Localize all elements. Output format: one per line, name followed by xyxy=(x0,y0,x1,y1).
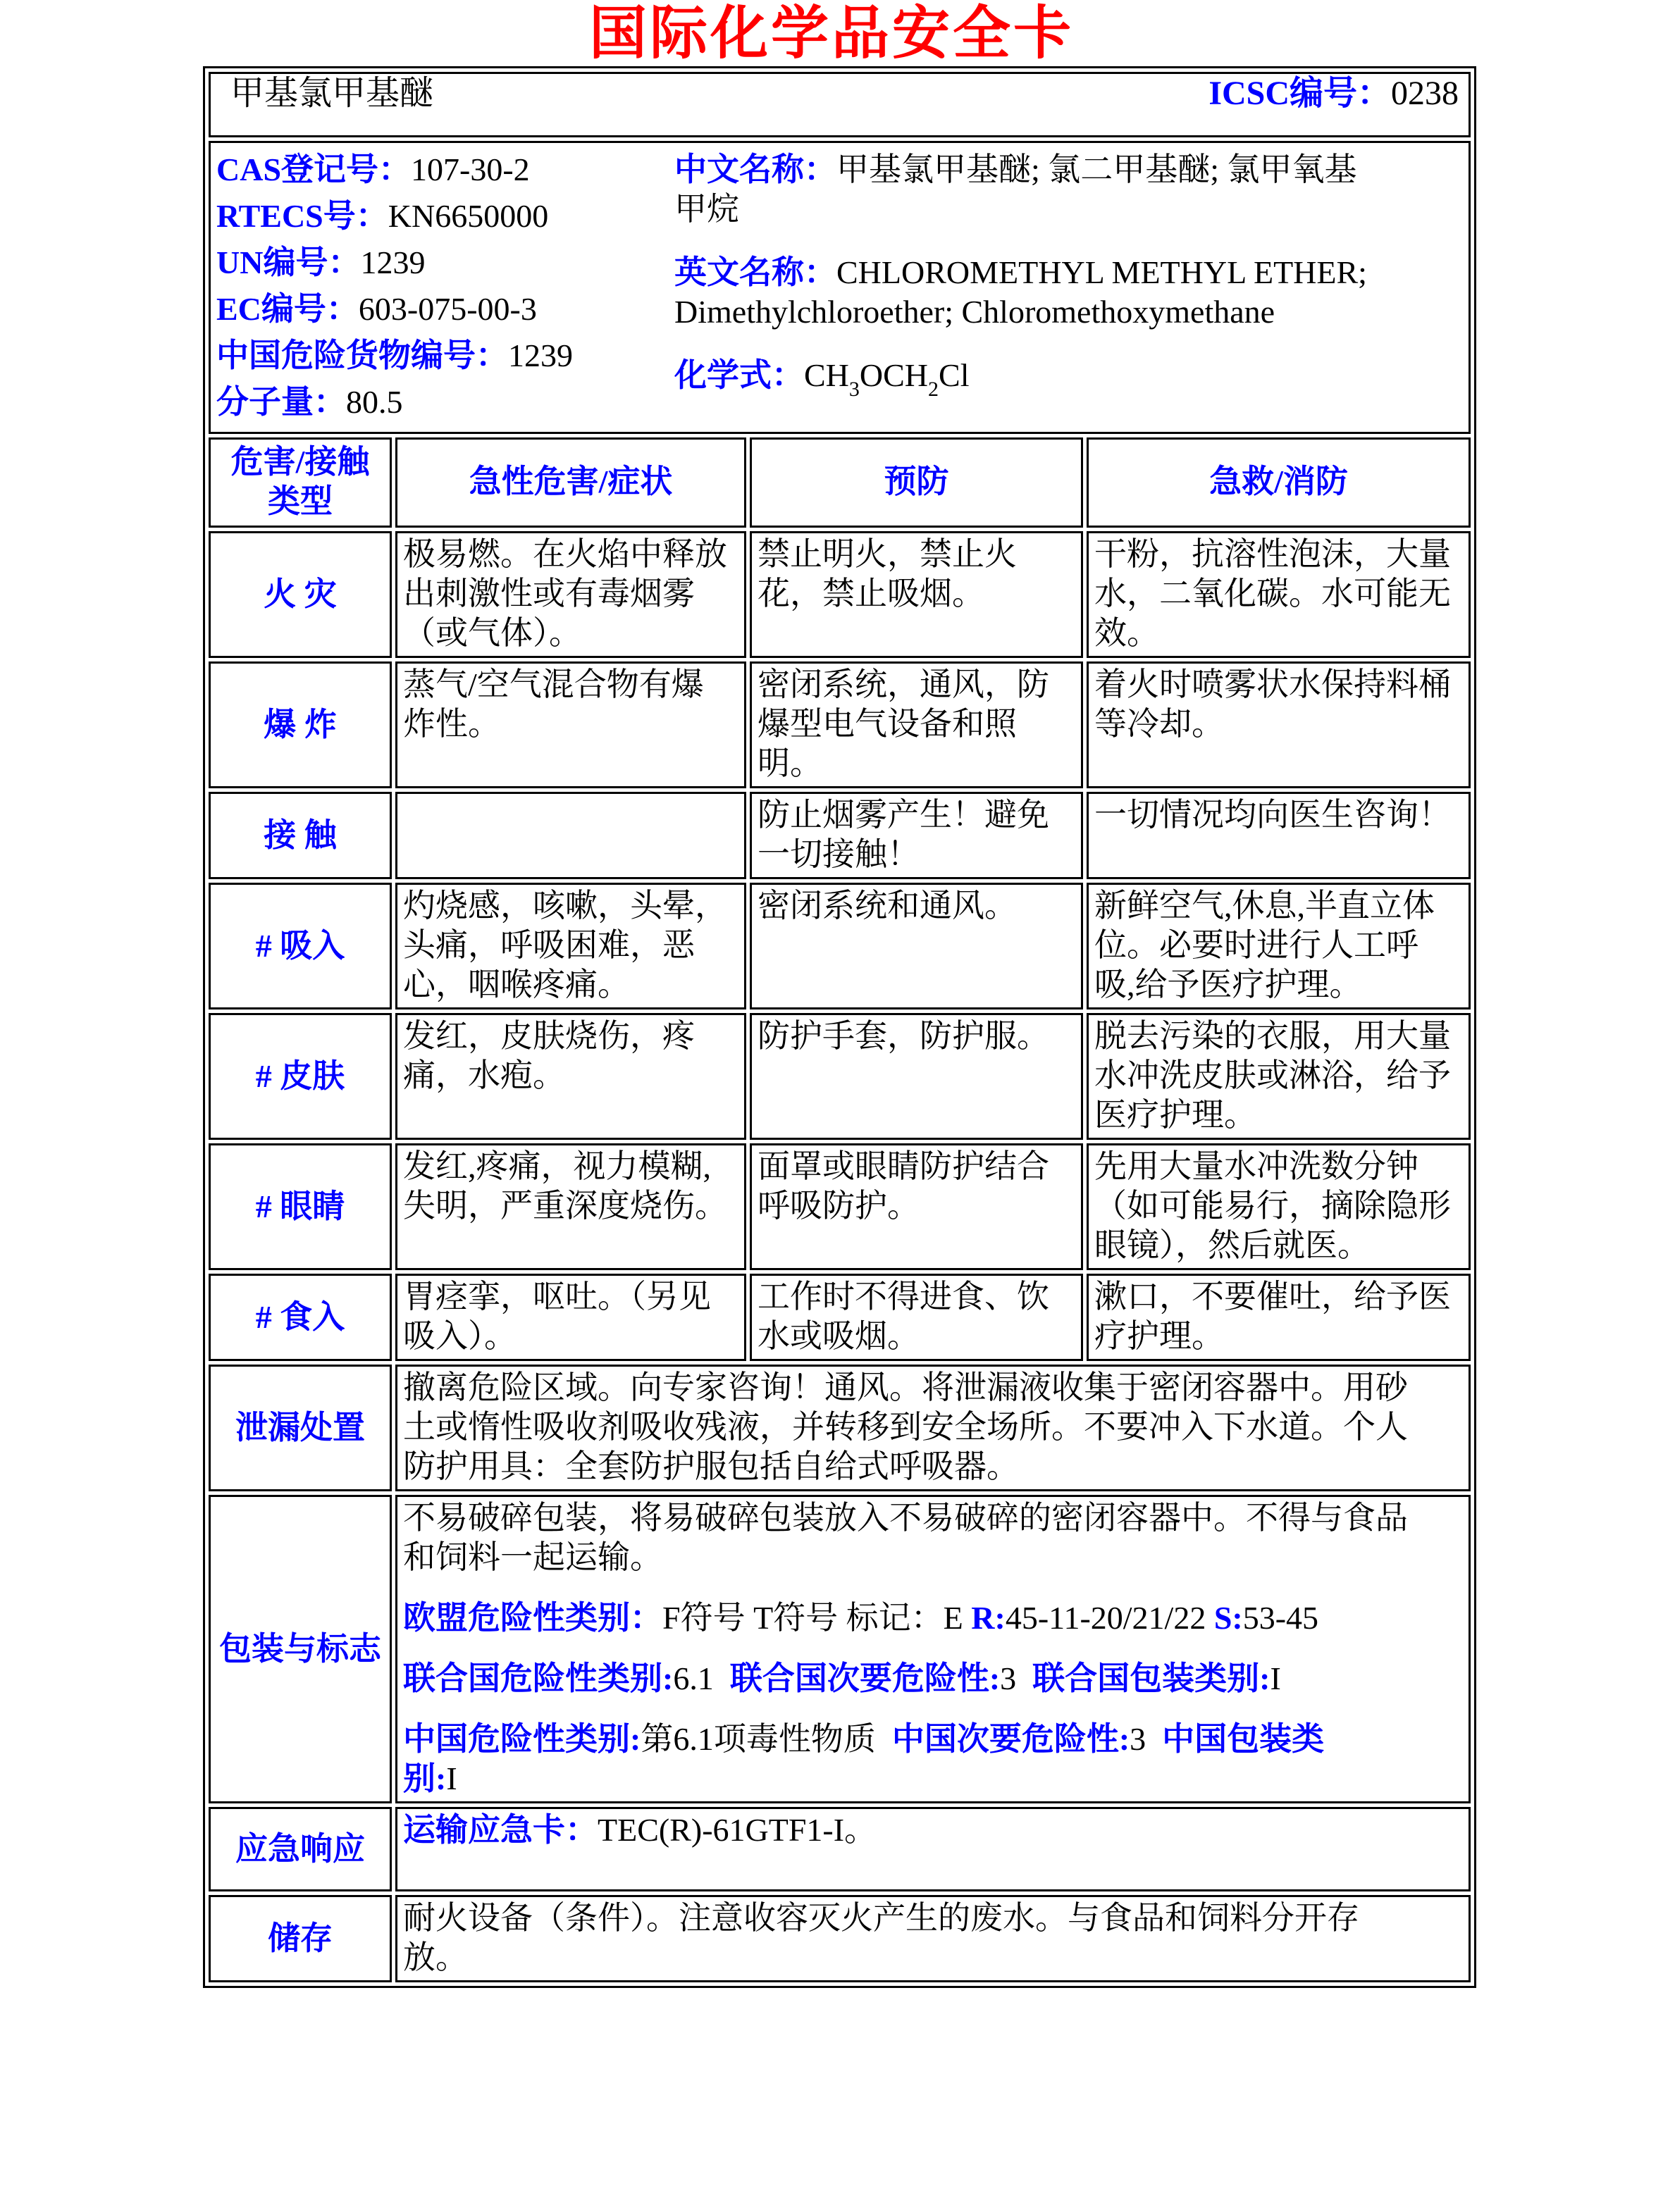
explosion-symptoms-cell xyxy=(395,661,746,788)
cas-number: CAS登记号：107-30-2 xyxy=(216,151,530,187)
text-segment: 3 xyxy=(1000,1660,1033,1696)
text-line: 土或惰性吸收剂吸收残液，并转移到安全场所。不要冲入下水道。个人 xyxy=(403,1409,1408,1445)
text-line: 撤离危险区域。向专家咨询！通风。将泄漏液收集于密闭容器中。用砂 xyxy=(403,1369,1408,1405)
rtecs-number: RTECS号：KN6650000 xyxy=(216,198,549,234)
header-hazard-type xyxy=(209,437,392,528)
fire-firstaid-cell xyxy=(1087,531,1471,658)
text-line: 一切接触！ xyxy=(758,836,920,872)
spill-label: 泄漏处置 xyxy=(209,1365,392,1491)
text-segment: 第6.1项毒性物质 xyxy=(641,1721,892,1757)
text-line: 炸性。 xyxy=(403,706,500,742)
text-segment: F符号 T符号 标记：E xyxy=(662,1600,972,1636)
text-line: 先用大量水冲洗数分钟 xyxy=(1094,1148,1418,1184)
explosion-prevention-cell xyxy=(750,661,1083,788)
packaging-label: 包装与标志 xyxy=(209,1495,392,1803)
text-line xyxy=(403,1720,1463,1759)
emergency-label: 应急响应 xyxy=(209,1807,392,1891)
text-line: 痛，水疱。 xyxy=(403,1057,565,1093)
text-line: 水冲洗皮肤或淋浴，给予 xyxy=(1094,1057,1451,1093)
text-line xyxy=(403,1810,1463,1850)
inhalation-label: # 吸入 xyxy=(209,883,392,1009)
chemical-formula: 化学式：$CH_3OCH_2Cl$ xyxy=(674,357,970,401)
text-segment: 中国包装类 xyxy=(1162,1721,1325,1757)
text-line xyxy=(403,1538,1463,1577)
text-line xyxy=(403,1659,1463,1698)
row-fire xyxy=(209,531,1471,658)
name-list xyxy=(674,150,1463,429)
text-segment: 3 xyxy=(1130,1721,1163,1757)
explosion-firstaid-cell xyxy=(1087,661,1471,788)
eyes-prevention-cell xyxy=(750,1143,1083,1270)
row-emergency xyxy=(209,1807,1471,1891)
text-segment: 中国次要危险性: xyxy=(891,1721,1130,1757)
text-line: 失明，严重深度烧伤。 xyxy=(403,1188,727,1224)
text-line: 防护用具：全套防护服包括自给式呼吸器。 xyxy=(403,1448,1019,1484)
text-line: 一切情况均向医生咨询！ xyxy=(1094,797,1451,833)
text-segment: 不易破碎包装，将易破碎包装放入不易破碎的密闭容器中。不得与食品 xyxy=(403,1500,1408,1536)
text-line: 疗护理。 xyxy=(1094,1318,1224,1354)
ingestion-label: # 食入 xyxy=(209,1274,392,1361)
text-segment: I xyxy=(446,1760,457,1796)
row-skin xyxy=(209,1013,1471,1140)
text-segment: S: xyxy=(1213,1600,1243,1636)
text-segment: 45-11-20/21/22 xyxy=(1005,1600,1214,1636)
text-line: 出刺激性或有毒烟雾 xyxy=(403,576,695,611)
text-segment: 2 xyxy=(928,378,939,401)
text-segment: 运输应急卡： xyxy=(403,1812,598,1848)
text-line: 禁止明火，禁止火 xyxy=(758,536,1017,572)
text-line: 干粉，抗溶性泡沫，大量 xyxy=(1094,536,1451,572)
text-segment: 3 xyxy=(848,378,860,401)
text-line xyxy=(403,1598,1463,1638)
contact-firstaid-cell xyxy=(1087,792,1471,879)
text-line: 呼吸防护。 xyxy=(758,1188,920,1224)
text-segment: 联合国次要危险性: xyxy=(729,1660,1001,1696)
text-segment: 联合国包装类别: xyxy=(1032,1660,1271,1696)
icsc-number-label: ICSC编号： xyxy=(1208,75,1392,112)
text-line: 面罩或眼睛防护结合 xyxy=(758,1148,1049,1184)
inhalation-firstaid-cell xyxy=(1087,883,1471,1009)
text-line: 密闭系统，通风，防 xyxy=(758,666,1049,702)
eyes-firstaid-cell xyxy=(1087,1143,1471,1270)
text-line: 胃痉挛，呕吐。（另见 xyxy=(403,1279,711,1315)
text-segment: 别: xyxy=(403,1760,447,1796)
china-dg-number: 中国危险货物编号：1239 xyxy=(216,337,573,373)
text-line: 爆型电气设备和照 xyxy=(758,706,1017,742)
text-line: 脱去污染的衣服，用大量 xyxy=(1094,1018,1451,1054)
emergency-content-cell xyxy=(395,1807,1471,1891)
substance-header-cell xyxy=(209,72,1471,137)
text-segment: 欧盟危险性类别： xyxy=(403,1600,662,1636)
row-packaging xyxy=(209,1495,1471,1803)
text-segment: 联合国危险性类别: xyxy=(403,1660,674,1696)
text-segment: R: xyxy=(971,1600,1006,1636)
text-line: 新鲜空气,休息,半直立体 xyxy=(1094,888,1435,924)
header-prevention: 预防 xyxy=(750,437,1083,528)
text-line: 明。 xyxy=(758,745,822,781)
text-line: 位。必要时进行人工呼 xyxy=(1094,927,1418,963)
eyes-label: # 眼睛 xyxy=(209,1143,392,1270)
text-segment: 6.1 xyxy=(673,1660,730,1696)
english-name: 英文名称：CHLOROMETHYL METHYL ETHER; Dimethylchloroether; Chloromethoxymethane xyxy=(674,254,1367,330)
identification-cell xyxy=(209,141,1471,434)
skin-firstaid-cell xyxy=(1087,1013,1471,1140)
text-line: 水或吸烟。 xyxy=(758,1318,920,1354)
contact-prevention-cell xyxy=(750,792,1083,879)
text-line: 着火时喷雾状水保持料桶 xyxy=(1094,666,1451,702)
text-segment: OCH xyxy=(859,357,929,393)
header-firstaid: 急救/消防 xyxy=(1087,437,1471,528)
chinese-name: 中文名称：甲基氯甲基醚; 氯二甲基醚; 氯甲氧基 甲烷 xyxy=(674,151,1357,227)
text-line: 工作时不得进食、饮 xyxy=(758,1279,1049,1315)
text-line: 吸入）。 xyxy=(403,1318,517,1354)
skin-label: # 皮肤 xyxy=(209,1013,392,1140)
text-line: 心，咽喉疼痛。 xyxy=(403,967,630,1002)
row-explosion xyxy=(209,661,1471,788)
row-ingestion xyxy=(209,1274,1471,1361)
text-line: （或气体）。 xyxy=(403,615,581,651)
storage-label: 储存 xyxy=(209,1895,392,1982)
text-line xyxy=(403,1498,1463,1538)
grid-header-row xyxy=(209,437,1471,528)
fire-prevention-cell xyxy=(750,531,1083,658)
text-segment: TEC(R)-61GTF1-I。 xyxy=(598,1812,877,1848)
contact-label: 接 触 xyxy=(209,792,392,879)
text-line: 头痛，呼吸困难，恶 xyxy=(403,927,695,963)
icsc-number-group xyxy=(1208,74,1459,113)
ec-number: EC编号：603-075-00-3 xyxy=(216,291,537,327)
inhalation-symptoms-cell xyxy=(395,883,746,1009)
text-segment: I xyxy=(1270,1660,1281,1696)
contact-symptoms-cell xyxy=(395,792,746,879)
text-line: 发红,疼痛，视力模糊, xyxy=(403,1148,711,1184)
text-line: 眼镜），然后就医。 xyxy=(1094,1227,1370,1263)
text-line: 吸,给予医疗护理。 xyxy=(1094,967,1362,1002)
skin-symptoms-cell xyxy=(395,1013,746,1140)
row-storage xyxy=(209,1895,1471,1982)
substance-name: 甲基氯甲基醚 xyxy=(230,75,434,112)
text-segment: 53-45 xyxy=(1242,1600,1319,1636)
text-line: 防护手套，防护服。 xyxy=(758,1018,1049,1054)
text-segment: 和饲料一起运输。 xyxy=(403,1539,662,1575)
fire-symptoms-cell xyxy=(395,531,746,658)
text-line: 等冷却。 xyxy=(1094,706,1224,742)
text-line: 防止烟雾产生！避免 xyxy=(758,797,1049,833)
row-inhalation xyxy=(209,883,1471,1009)
identification-row xyxy=(209,141,1471,434)
row-contact xyxy=(209,792,1471,879)
inhalation-prevention-cell xyxy=(750,883,1083,1009)
text-line: 密闭系统和通风。 xyxy=(758,888,1017,924)
row-eyes xyxy=(209,1143,1471,1270)
text-segment: 中国危险性类别: xyxy=(403,1721,641,1757)
storage-content-cell xyxy=(395,1895,1471,1982)
text-line: 发红，皮肤烧伤，疼 xyxy=(403,1018,695,1054)
text-line xyxy=(403,1759,1463,1798)
header-symptoms: 急性危害/症状 xyxy=(395,437,746,528)
page-title: 国际化学品安全卡 xyxy=(588,1,1074,66)
ingestion-firstaid-cell xyxy=(1087,1274,1471,1361)
text-line: 花，禁止吸烟。 xyxy=(758,576,984,611)
text-line: 极易燃。在火焰中释放 xyxy=(403,536,727,572)
text-line: 耐火设备（条件）。注意收容灭火产生的废水。与食品和饲料分开存 xyxy=(403,1900,1359,1936)
text-line: 危害/接触 xyxy=(230,444,370,480)
text-line: 放。 xyxy=(403,1939,468,1975)
text-line: 医疗护理。 xyxy=(1094,1097,1256,1133)
text-line: 漱口，不要催吐，给予医 xyxy=(1094,1279,1451,1315)
text-line: 蒸气/空气混合物有爆 xyxy=(403,666,704,702)
icsc-card-table xyxy=(203,66,1476,1988)
text-line: 类型 xyxy=(268,483,333,519)
row-spill xyxy=(209,1365,1471,1491)
ingestion-symptoms-cell xyxy=(395,1274,746,1361)
ingestion-prevention-cell xyxy=(750,1274,1083,1361)
packaging-content-cell xyxy=(395,1495,1471,1803)
skin-prevention-cell xyxy=(750,1013,1083,1140)
text-line: （如可能易行，摘除隐形 xyxy=(1094,1188,1451,1224)
identifier-list xyxy=(216,150,674,429)
text-segment: Cl xyxy=(939,357,970,393)
molecular-weight: 分子量：80.5 xyxy=(216,384,403,420)
text-segment: CH xyxy=(804,357,849,393)
icsc-number-value: 0238 xyxy=(1391,75,1459,112)
un-number: UN编号：1239 xyxy=(216,244,426,280)
eyes-symptoms-cell xyxy=(395,1143,746,1270)
text-line: 水，二氧化碳。水可能无 xyxy=(1094,576,1451,611)
fire-label: 火 灾 xyxy=(209,531,392,658)
substance-header-row xyxy=(209,72,1471,137)
spill-content-cell xyxy=(395,1365,1471,1491)
text-line: 效。 xyxy=(1094,615,1159,651)
explosion-label: 爆 炸 xyxy=(209,661,392,788)
text-line: 灼烧感，咳嗽，头晕， xyxy=(403,888,727,924)
